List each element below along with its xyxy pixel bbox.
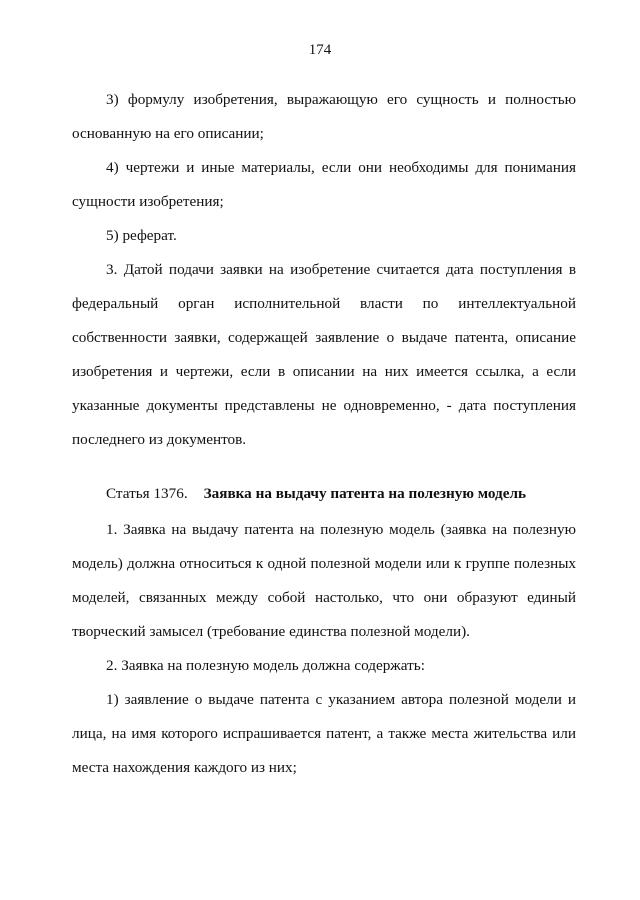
text-line: 3. Датой подачи заявки на изобретение считается дата поступления в [106, 261, 576, 278]
text-line: собственности заявки, содержащей заявление о выдаче патента, описание [72, 329, 576, 346]
text-line: 4) чертежи и иные материалы, если они необходимы для понимания [106, 159, 576, 176]
text-line: модель) должна относиться к одной полезной модели или к группе полезных [72, 555, 576, 572]
text-line: 1) заявление о выдаче патента с указанием автора полезной модели и [106, 691, 576, 708]
text-line: изобретения и чертежи, если в описании на них имеется ссылка, а если [72, 363, 576, 380]
article-number: Статья 1376. [106, 485, 188, 502]
text-line: 2. Заявка на полезную модель должна содержать: [106, 657, 425, 674]
text-line: сущности изобретения; [72, 193, 224, 210]
text-line: 3) формулу изобретения, выражающую его сущность и полностью [106, 91, 576, 108]
article-heading [106, 484, 576, 504]
text-line: федеральный орган исполнительной власти по интеллектуальной [72, 295, 576, 312]
text-line: основанную на его описании; [72, 125, 264, 142]
text-line: 1. Заявка на выдачу патента на полезную модель (заявка на полезную [106, 521, 576, 538]
text-line: последнего из документов. [72, 431, 247, 448]
page-number: 174 [308, 42, 332, 58]
article-title: Заявка на выдачу патента на полезную модель [203, 485, 527, 502]
text-line: 5) реферат. [106, 227, 177, 244]
text-line: творческий замысел (требование единства полезной модели). [72, 623, 470, 640]
text-line: места нахождения каждого из них; [72, 759, 297, 776]
text-line: моделей, связанных между собой настолько, что они образуют единый [72, 589, 576, 606]
text-line: указанные документы представлены не одновременно, - дата поступления [72, 397, 576, 414]
text-line: лица, на имя которого испрашивается патент, а также места жительства или [72, 725, 576, 742]
